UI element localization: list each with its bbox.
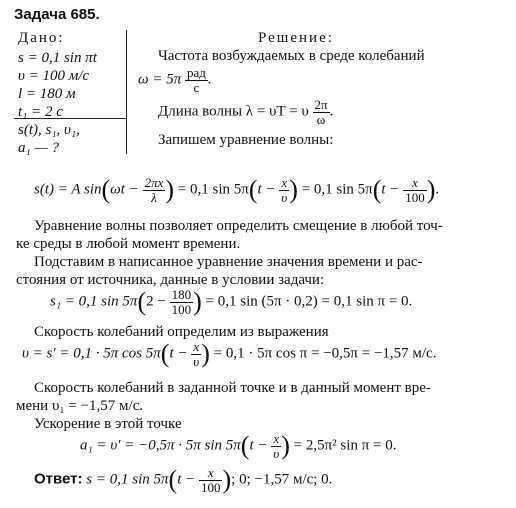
answer-line xyxy=(34,466,332,494)
answer-paren-open: ( xyxy=(168,465,178,495)
omega-formula xyxy=(138,66,212,94)
eq1-paren-open-3: ( xyxy=(372,175,382,205)
eq4-frac-num: x xyxy=(271,432,281,447)
velocity-equation xyxy=(22,340,436,368)
eq1-paren-close-2: ) xyxy=(289,175,298,205)
eq2-part-c: = 0,1 sin (5π · 0,2) = 0,1 sin π = 0. xyxy=(205,293,413,310)
eq2-fraction xyxy=(170,288,194,316)
eq4-part-a: a₁ = υ′ = −0,5π · 5π sin 5π xyxy=(80,437,241,454)
s1-equation xyxy=(50,288,412,316)
eq1-frac1-num: 2πx xyxy=(144,175,164,190)
eq4-paren-open: ( xyxy=(240,431,250,461)
solution-par-1: Частота возбуждаемых в среде колебаний xyxy=(158,48,425,64)
eq3-part-b: t − xyxy=(169,345,188,362)
answer-fraction xyxy=(199,466,223,494)
eq4-paren-close: ) xyxy=(281,431,290,461)
solution-par-5: Скорость колебаний определим из выражения xyxy=(34,324,329,340)
given-label: Дано: xyxy=(18,30,65,46)
wavelength-suffix: . xyxy=(329,103,334,120)
eq3-part-c: = 0,1 · 5π cos π = −0,5π = −1,57 м/с. xyxy=(213,345,437,362)
eq2-frac-den: 100 xyxy=(171,301,192,317)
given-line-4: t₁ = 2 с xyxy=(18,104,63,120)
answer-frac-den: 100 xyxy=(200,479,221,495)
eq4-frac-den: υ xyxy=(273,445,280,461)
solution-par-3-line-2: ке среды в любой момент времени. xyxy=(16,236,241,252)
eq2-paren-close: ) xyxy=(193,287,202,317)
eq2-part-b: 2 − xyxy=(146,293,166,310)
eq4-part-c: = 2,5π² sin π = 0. xyxy=(293,437,397,454)
find-line-1: s(t), s₁, υ₁, xyxy=(18,122,80,138)
solution-par-3-line-1: Уравнение волны позволяет определить смещение в любой точ- xyxy=(34,218,443,234)
problem-title: Задача 685. xyxy=(14,6,100,23)
eq4-part-b: t − xyxy=(249,437,268,454)
eq2-part-a: s₁ = 0,1 sin 5π xyxy=(50,293,138,310)
eq3-frac-den: υ xyxy=(193,353,200,369)
omega-fraction xyxy=(185,66,208,94)
wavelength-denominator: ω xyxy=(316,111,326,127)
eq1-fraction-1 xyxy=(143,176,166,204)
eq4-fraction xyxy=(271,432,281,460)
eq2-frac-num: 180 xyxy=(171,287,192,302)
eq1-frac3-den: 100 xyxy=(405,189,425,205)
answer-frac-num: x xyxy=(199,466,223,481)
eq1-part-d: t − xyxy=(257,181,276,198)
eq1-part-b: ωt − xyxy=(110,181,139,198)
eq1-paren-close-3: ) xyxy=(426,175,436,205)
eq1-paren-open: ( xyxy=(101,175,111,205)
eq3-frac-num: x xyxy=(191,340,201,355)
solution-par-4-line-1: Подставим в написанное уравнение значения времени и рас- xyxy=(34,254,423,270)
wavelength-numerator: 2π xyxy=(314,97,328,112)
eq1-paren-close: ) xyxy=(165,175,175,205)
eq1-frac3-num: x xyxy=(403,176,427,191)
omega-prefix: ω = 5π xyxy=(138,71,182,88)
omega-numerator: рад xyxy=(186,65,206,80)
omega-suffix: . xyxy=(207,71,212,88)
solution-par-6-line-2: мени υ₁ = −1,57 м/с. xyxy=(16,398,144,414)
given-line-3: l = 180 м xyxy=(18,86,76,102)
solution-par-6-line-1: Скорость колебаний в заданной точке и в данный момент вре- xyxy=(34,380,431,396)
omega-denominator: с xyxy=(193,79,200,95)
eq2-paren-open: ( xyxy=(137,287,147,317)
eq3-paren-open: ( xyxy=(160,339,170,369)
solution-par-4-line-2: стояния от источника, данные в условии задачи: xyxy=(16,272,325,288)
wave-equation xyxy=(34,176,439,204)
wavelength-formula xyxy=(158,98,333,126)
find-line-2: a₁ — ? xyxy=(18,140,60,156)
eq3-fraction xyxy=(191,340,201,368)
answer-part-b: t − xyxy=(177,471,196,488)
answer-paren-close: ) xyxy=(222,465,232,495)
eq1-frac2-den: υ xyxy=(281,189,288,205)
eq3-paren-close: ) xyxy=(201,339,210,369)
eq1-part-e: = 0,1 sin 5π xyxy=(301,181,373,198)
solution-par-2: Запишем уравнение волны: xyxy=(158,132,334,148)
eq1-fraction-2 xyxy=(279,176,289,204)
eq1-paren-open-2: ( xyxy=(248,175,258,205)
eq1-part-c: = 0,1 sin 5π xyxy=(177,181,249,198)
answer-label: Ответ: xyxy=(34,470,83,488)
eq3-part-a: υ = s′ = 0,1 · 5π cos 5π xyxy=(22,345,161,362)
answer-part-a: s = 0,1 sin 5π xyxy=(86,471,169,488)
answer-part-c: ; 0; −1,57 м/с; 0. xyxy=(231,471,333,488)
wavelength-prefix: Длина волны λ = υT = υ xyxy=(158,103,309,120)
given-line-2: υ = 100 м/с xyxy=(18,68,90,84)
eq1-end: . xyxy=(435,181,440,198)
eq1-part-f: t − xyxy=(381,181,400,198)
solution-par-7: Ускорение в этой точке xyxy=(34,416,182,432)
eq1-frac1-den: λ xyxy=(151,189,157,205)
eq1-frac2-num: x xyxy=(279,176,289,191)
wavelength-fraction xyxy=(313,98,330,126)
given-line-1: s = 0,1 sin πt xyxy=(18,50,97,66)
eq1-fraction-3 xyxy=(403,176,427,204)
acceleration-equation xyxy=(80,432,396,460)
solution-label: Решение: xyxy=(258,30,334,46)
eq1-part-a: s(t) = A sin xyxy=(34,181,102,198)
